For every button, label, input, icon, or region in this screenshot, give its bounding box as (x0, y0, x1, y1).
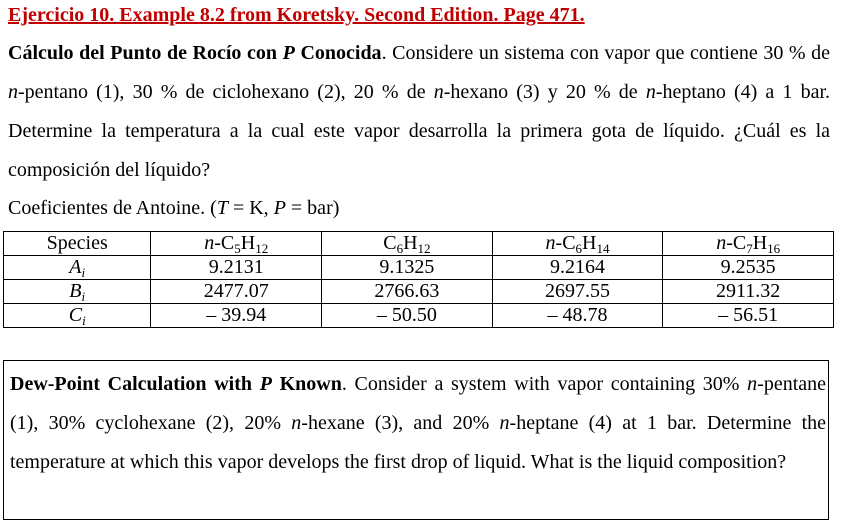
table-cell: – 56.51 (663, 304, 834, 328)
antoine-coefficients-table (3, 231, 834, 328)
header-n-hexane (492, 232, 663, 256)
table-row-A (4, 256, 834, 280)
hdr-sub: 12 (417, 241, 431, 256)
caption-P: P (273, 197, 286, 219)
hdr-prefix: n (716, 232, 727, 254)
hdr-sub: 6 (575, 241, 583, 256)
row-sub: i (81, 265, 86, 280)
hdr-sub: 7 (746, 241, 753, 256)
english-n-2: n (291, 412, 302, 434)
english-heading-var: P (259, 373, 272, 395)
english-text-1: . Consider a system with vapor containing 30% (341, 373, 740, 395)
row-sub: i (82, 313, 86, 328)
table-cell: 9.2535 (663, 256, 834, 280)
hdr-part: -C (214, 232, 235, 254)
header-cyclohexane (322, 232, 493, 256)
hdr-sub: 5 (234, 241, 241, 256)
header-n-pentane (151, 232, 322, 256)
hdr-sub: 14 (596, 241, 610, 256)
caption-T: T (216, 197, 228, 219)
hdr-prefix: n (545, 232, 556, 254)
spanish-heading-text-2: Conocida (300, 42, 382, 64)
hdr-sub: 12 (255, 241, 269, 256)
hdr-part: C (383, 232, 397, 254)
spanish-heading-var: P (282, 42, 295, 64)
row-sub: i (81, 289, 86, 304)
header-species: Species (4, 232, 151, 256)
hdr-part: H (403, 232, 418, 254)
table-cell: – 50.50 (322, 304, 493, 328)
english-heading-text: Dew-Point Calculation with (10, 373, 253, 395)
english-heading-text-2: Known (279, 373, 342, 395)
spanish-n-1: n (8, 81, 18, 103)
spanish-text-2: -pentano (1), 30 % de ciclohexano (2), 20 % de (18, 81, 426, 103)
row-sym: B (69, 280, 82, 302)
spanish-text-4: -heptano (4) a 1 bar. Determine la temperatura a la cual este vapor desarrolla la primera gota de líquido. ¿Cuál es la composición del líquido? (8, 81, 831, 181)
spanish-n-3: n (645, 81, 656, 103)
table-cell: – 48.78 (492, 304, 663, 328)
header-n-heptane (663, 232, 834, 256)
caption-mid-2: = bar) (285, 197, 340, 219)
caption-mid-1: = K, (227, 197, 274, 219)
english-text-3: -hexane (3), and 20% (301, 412, 490, 434)
row-sym: A (69, 256, 82, 278)
row-sym: C (68, 304, 83, 326)
table-row-C (4, 304, 834, 328)
table-cell: 2477.07 (151, 280, 322, 304)
table-header-row (4, 232, 834, 256)
hdr-sub: 16 (767, 241, 781, 256)
spanish-heading-text: Cálculo del Punto de Rocío con (8, 42, 278, 64)
spanish-heading (8, 42, 382, 64)
table-cell: 2911.32 (663, 280, 834, 304)
hdr-part: -C (726, 232, 747, 254)
english-heading (10, 373, 342, 395)
table-cell: 2697.55 (492, 280, 663, 304)
spanish-text-3: -hexano (3) y 20 % de (443, 81, 638, 103)
table-cell: 2766.63 (322, 280, 493, 304)
table-cell: 9.1325 (322, 256, 493, 280)
row-label-C (4, 304, 151, 328)
antoine-caption (8, 197, 339, 220)
table-row-B (4, 280, 834, 304)
english-problem-statement (10, 365, 826, 482)
hdr-prefix: n (204, 232, 215, 254)
english-text-4: -heptane (4) at 1 bar. Determine the temperature at which this vapor develops the first drop of liquid. What is the liquid composition? (10, 412, 827, 473)
hdr-part: H (752, 232, 768, 254)
hdr-part: H (582, 232, 597, 254)
english-n-1: n (747, 373, 758, 395)
table-cell: 9.2131 (151, 256, 322, 280)
english-n-3: n (499, 412, 510, 434)
spanish-text-1: . Considere un sistema con vapor que contiene 30 % de (381, 42, 831, 64)
table-cell: 9.2164 (492, 256, 663, 280)
caption-prefix: Coeficientes de Antoine. ( (8, 197, 217, 219)
english-statement-box (3, 360, 829, 520)
english-text-2: -pentane (1), 30% cyclohexane (2), 20% (10, 373, 827, 434)
table-cell: – 39.94 (151, 304, 322, 328)
spanish-problem-statement (8, 34, 830, 190)
row-label-A (4, 256, 151, 280)
hdr-sub: 6 (396, 241, 404, 256)
hdr-part: H (240, 232, 256, 254)
row-label-B (4, 280, 151, 304)
exercise-title: Ejercicio 10. Example 8.2 from Koretsky. Second Edition. Page 471. (8, 4, 585, 26)
spanish-n-2: n (433, 81, 444, 103)
hdr-part: -C (555, 232, 576, 254)
